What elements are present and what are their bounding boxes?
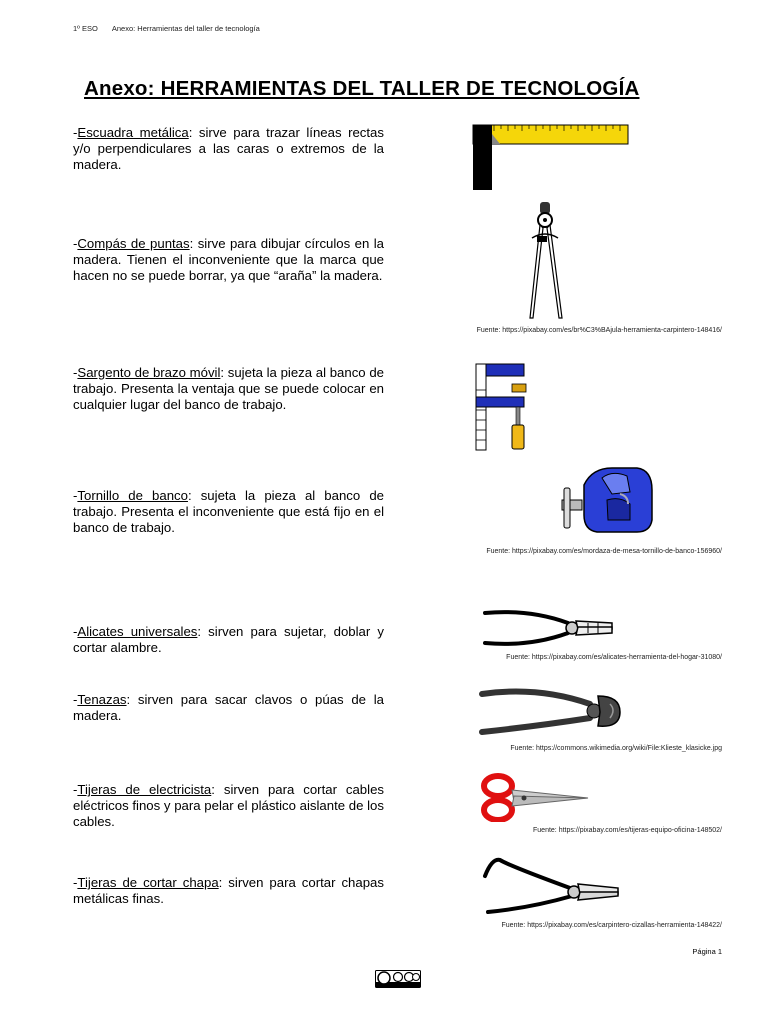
entry-desc: : sirve para dibujar círculos en la madera. Tienen el inconveniente que la marca que hacen no se puede borrar, ya que “araña” la madera. [73, 236, 385, 283]
pliers-icon [480, 603, 620, 653]
bench-vise-icon [552, 460, 662, 540]
entry-desc: : sujeta la pieza al banco de trabajo. Presenta la ventaja que se puede colocar en cualquier lugar del banco de trabajo. [73, 365, 384, 412]
entry-term: Sargento de brazo móvil [77, 365, 221, 380]
entry-desc: : sirven para sujetar, doblar y cortar alambre. [73, 624, 384, 655]
source-caption: Fuente: https://pixabay.com/es/br%C3%BAjula-herramienta-carpintero-148416/ [476, 327, 722, 334]
entry-term: Tijeras de electricista [77, 782, 212, 797]
page-header [73, 24, 260, 33]
entry-desc: : sujeta la pieza al banco de trabajo. Presenta el inconveniente que está fijo en el banco de trabajo. [73, 488, 384, 535]
page-title: Anexo: HERRAMIENTAS DEL TALLER DE TECNOLOGÍA [84, 77, 640, 100]
entry-tornillo: -Tornillo de banco: sujeta la pieza al banco de trabajo. Presenta el inconveniente que está fijo en el banco de trabajo. [73, 488, 384, 535]
bar-clamp-icon [472, 360, 532, 452]
source-caption: Fuente: https://commons.wikimedia.org/wiki/File:Klieste_klasicke.jpg [510, 745, 722, 752]
entry-desc: : sirve para trazar líneas rectas y/o perpendiculares a las caras o extremos de la madera. [73, 125, 384, 172]
entry-desc: : sirven para sacar clavos o púas de la madera. [73, 692, 384, 723]
source-caption: Fuente: https://pixabay.com/es/alicates-herramienta-del-hogar-31080/ [506, 654, 722, 661]
scissors-icon [480, 772, 590, 822]
entry-desc: : sirven para cortar cables eléctricos finos y para pelar el plástico aislante de los cables. [73, 782, 384, 829]
header-doc-title: Anexo: Herramientas del taller de tecnología [111, 24, 260, 33]
compass-icon [520, 200, 570, 322]
source-caption: Fuente: https://pixabay.com/es/mordaza-de-mesa-tornillo-de-banco-156960/ [486, 548, 722, 555]
entry-compas: -Compás de puntas: sirve para dibujar círculos en la madera. Tienen el inconveniente que la marca que hacen no se puede borrar, ya que “araña” la madera. [73, 236, 385, 283]
entry-tijeras-chapa: -Tijeras de cortar chapa: sirven para cortar chapas metálicas finas. [73, 875, 384, 906]
entry-term: Tornillo de banco [77, 488, 188, 503]
source-caption: Fuente: https://pixabay.com/es/tijeras-equipo-oficina-148502/ [533, 827, 722, 834]
entry-alicates: -Alicates universales: sirven para sujetar, doblar y cortar alambre. [73, 624, 384, 655]
entry-tijeras-electricista: -Tijeras de electricista: sirven para cortar cables eléctricos finos y para pelar el plástico aislante de los cables. [73, 782, 384, 829]
creative-commons-badge-icon [375, 970, 421, 988]
entry-term: Tijeras de cortar chapa [77, 875, 219, 890]
entry-escuadra: -Escuadra metálica: sirve para trazar líneas rectas y/o perpendiculares a las caras o extremos de la madera. [73, 125, 384, 172]
entry-term: Alicates universales [77, 624, 198, 639]
square-ruler-icon [470, 122, 630, 192]
entry-term: Escuadra metálica [77, 125, 189, 140]
entry-desc: : sirven para cortar chapas metálicas finas. [73, 875, 384, 906]
page-number: Página 1 [692, 947, 722, 956]
entry-sargento: -Sargento de brazo móvil: sujeta la pieza al banco de trabajo. Presenta la ventaja que se puede colocar en cualquier lugar del banco de trabajo. [73, 365, 384, 412]
entry-tenazas: -Tenazas: sirven para sacar clavos o púas de la madera. [73, 692, 384, 723]
pincers-icon [478, 682, 628, 742]
tin-snips-icon [480, 854, 625, 924]
source-caption: Fuente: https://pixabay.com/es/carpintero-cizallas-herramienta-148422/ [501, 922, 722, 929]
header-course: 1º ESO [73, 24, 98, 33]
entry-term: Compás de puntas [77, 236, 190, 251]
entry-term: Tenazas [77, 692, 127, 707]
